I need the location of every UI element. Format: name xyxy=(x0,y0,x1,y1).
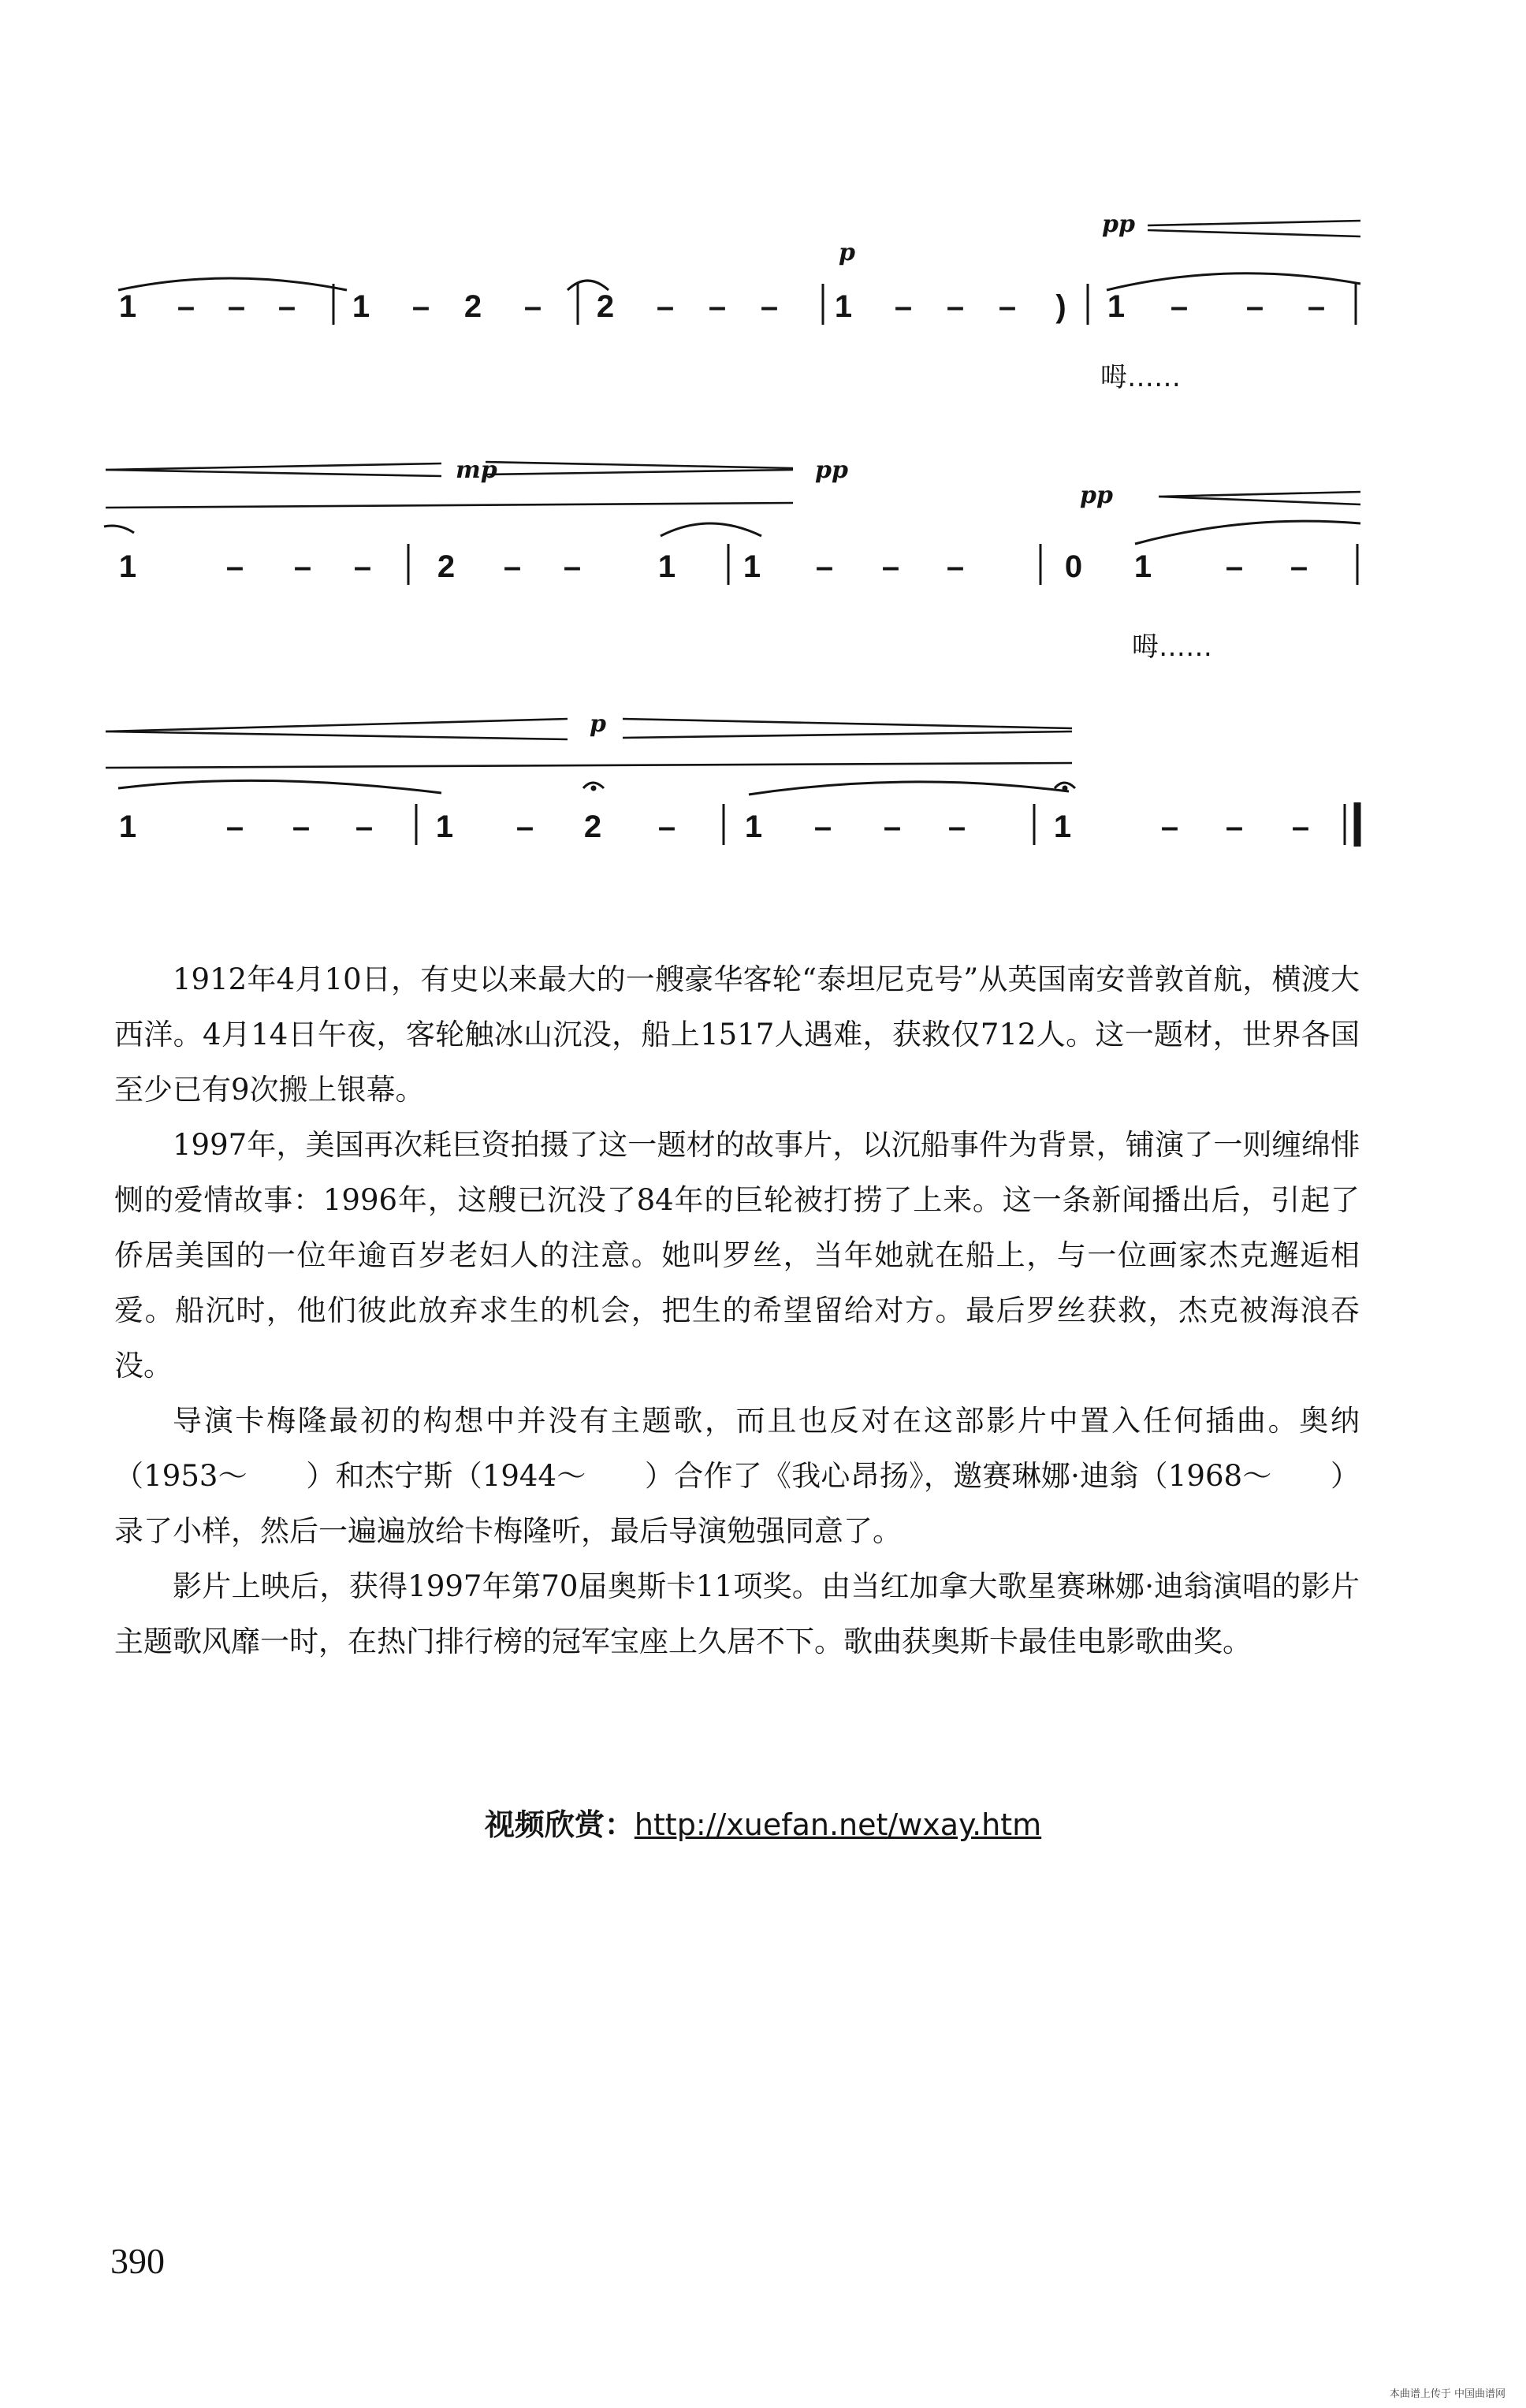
tie-slur xyxy=(749,782,1069,795)
tie-slur xyxy=(118,278,347,290)
decrescendo-hairpin xyxy=(486,470,793,475)
dash-beat: – xyxy=(657,809,676,844)
dynamic-mark: p xyxy=(590,710,606,738)
note-number: 2 xyxy=(596,289,615,324)
decrescendo-hairpin xyxy=(1148,221,1360,225)
note-number: 1 xyxy=(435,809,454,844)
dash-beat: – xyxy=(947,809,966,844)
dash-beat: – xyxy=(225,809,244,844)
dash-beat: – xyxy=(1225,549,1244,584)
paragraph: 影片上映后，获得1997年第70届奥斯卡11项奖。由当红加拿大歌星赛琳娜·迪翁演唱的影片主题歌风靡一时，在热门排行榜的冠军宝座上久居不下。歌曲获奥斯卡最佳电影歌曲奖。 xyxy=(114,1569,1360,1658)
video-url-link[interactable]: http://xuefan.net/wxay.htm xyxy=(634,1807,1042,1842)
decrescendo-hairpin xyxy=(623,731,1072,738)
dash-beat: – xyxy=(946,549,965,584)
tie-slur xyxy=(1107,274,1360,290)
article-text xyxy=(114,952,1360,1669)
crescendo-hairpin xyxy=(106,731,568,739)
crescendo-hairpin xyxy=(1159,492,1360,497)
dash-beat: – xyxy=(563,549,582,584)
dash-beat: – xyxy=(815,549,834,584)
lyric-text: 呣…… xyxy=(1132,631,1212,663)
video-link-line xyxy=(0,1800,1526,1844)
dash-beat: – xyxy=(946,289,965,324)
numbered-musical-score xyxy=(0,0,1526,883)
dash-beat: – xyxy=(998,289,1017,324)
crescendo-hairpin xyxy=(1159,497,1360,504)
score-line-2 xyxy=(104,462,1360,585)
dash-beat: – xyxy=(883,809,902,844)
lyric-text: 呣…… xyxy=(1100,362,1181,393)
crescendo-hairpin xyxy=(106,719,568,731)
dash-beat: – xyxy=(411,289,430,324)
dash-beat: – xyxy=(293,549,312,584)
dash-beat: – xyxy=(881,549,900,584)
decrescendo-hairpin xyxy=(623,719,1072,728)
crescendo-hairpin xyxy=(106,463,441,470)
page-number: 390 xyxy=(110,2241,165,2281)
dash-beat: – xyxy=(523,289,542,324)
dash-beat: – xyxy=(277,289,296,324)
note-number: 1 xyxy=(834,289,853,324)
fermata-icon xyxy=(583,783,604,791)
long-phrase-line xyxy=(106,503,793,508)
dash-beat: – xyxy=(1245,289,1264,324)
note-number: 1 xyxy=(118,549,137,584)
score-numbers xyxy=(119,210,1325,844)
dynamic-mark: p xyxy=(839,239,855,266)
tie-slur xyxy=(104,526,134,533)
note-number: 1 xyxy=(352,289,370,324)
note-number: 2 xyxy=(437,549,456,584)
dash-beat: – xyxy=(1307,289,1326,324)
dash-beat: – xyxy=(894,289,913,324)
note-number: 2 xyxy=(463,289,482,324)
paragraph: 导演卡梅隆最初的构想中并没有主题歌，而且也反对在这部影片中置入任何插曲。奥纳（1953～ ）和杰宁斯（1944～ ）合作了《我心昂扬》，邀赛琳娜·迪翁（1968～ ）录了小样，然后一遍遍放给卡梅隆听，最后导演勉强同意了。 xyxy=(114,1404,1360,1548)
tie-slur xyxy=(118,780,441,793)
dash-beat: – xyxy=(355,809,374,844)
repeat-paren: ) xyxy=(1055,289,1066,324)
note-number: 1 xyxy=(1053,809,1072,844)
dynamic-mark: pp xyxy=(815,456,848,484)
dash-beat: – xyxy=(225,549,244,584)
note-number: 1 xyxy=(1133,549,1152,584)
dash-beat: – xyxy=(760,289,779,324)
dynamic-mark: pp xyxy=(1102,210,1135,238)
dash-beat: – xyxy=(1225,809,1244,844)
dash-beat: – xyxy=(1170,289,1189,324)
dash-beat: – xyxy=(708,289,727,324)
dash-beat: – xyxy=(292,809,311,844)
note-number: 1 xyxy=(118,809,137,844)
note-number: 2 xyxy=(583,809,602,844)
dash-beat: – xyxy=(1291,809,1310,844)
dash-beat: – xyxy=(177,289,195,324)
video-label: 视频欣赏： xyxy=(484,1807,635,1842)
dynamic-mark: pp xyxy=(1080,482,1113,509)
dash-beat: – xyxy=(813,809,832,844)
tie-slur xyxy=(1135,521,1360,544)
dash-beat: – xyxy=(1290,549,1308,584)
dash-beat: – xyxy=(515,809,534,844)
decrescendo-hairpin xyxy=(486,462,793,468)
paragraph: 1997年，美国再次耗巨资拍摄了这一题材的故事片，以沉船事件为背景，铺演了一则缠绵悱恻的爱情故事：1996年，这艘已沉没了84年的巨轮被打捞了上来。这一条新闻播出后，引起了侨居美国的一位年逾百岁老妇人的注意。她叫罗丝，当年她就在船上，与一位画家杰克邂逅相爱。船沉时，他们彼此放弃求生的机会，把生的希望留给对方。最后罗丝获救，杰克被海浪吞没。 xyxy=(114,1128,1360,1383)
long-phrase-line xyxy=(106,763,1072,768)
paragraph: 1912年4月10日，有史以来最大的一艘豪华客轮“泰坦尼克号”从英国南安普敦首航，横渡大西洋。4月14日午夜，客轮触冰山沉没，船上1517人遇难，获救仅712人。这一题材，世界各国至少已有9次搬上银幕。 xyxy=(114,962,1360,1107)
decrescendo-hairpin xyxy=(1148,230,1360,236)
note-number: 1 xyxy=(744,809,763,844)
note-number: 1 xyxy=(657,549,676,584)
dynamic-mark: mp xyxy=(456,456,497,484)
dash-beat: – xyxy=(656,289,675,324)
tie-slur xyxy=(661,523,761,536)
crescendo-hairpin xyxy=(106,470,441,476)
dash-beat: – xyxy=(1160,809,1179,844)
dash-beat: – xyxy=(227,289,246,324)
note-number: 1 xyxy=(1107,289,1126,324)
note-number: 0 xyxy=(1064,549,1083,584)
note-number: 1 xyxy=(118,289,137,324)
dash-beat: – xyxy=(353,549,372,584)
watermark: 本曲谱上传于 中国曲谱网 xyxy=(1389,2388,1506,2400)
dash-beat: – xyxy=(503,549,522,584)
note-number: 1 xyxy=(743,549,761,584)
